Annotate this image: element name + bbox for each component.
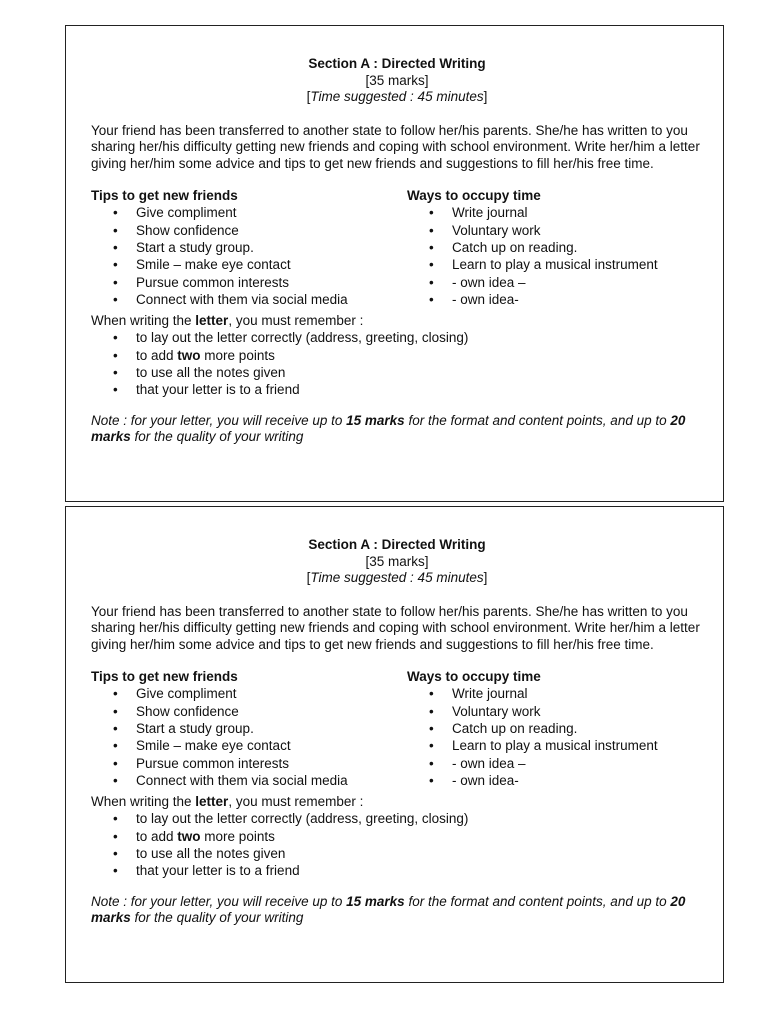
remember-intro-text-end: , you must remember : — [228, 312, 364, 328]
remember-intro — [91, 794, 703, 811]
list-item: • Give compliment — [91, 685, 348, 702]
ways-list — [407, 685, 658, 789]
remember-item-text-end: more points — [200, 828, 275, 844]
remember-block — [91, 313, 703, 399]
tips-list — [91, 204, 348, 308]
marking-note — [91, 894, 703, 927]
note-text: Note : for your letter, you will receive up to — [91, 893, 347, 909]
ways-heading: Ways to occupy time — [407, 187, 541, 203]
remember-item-text: to add — [136, 347, 178, 363]
note-bold: 15 marks — [346, 412, 405, 428]
tips-heading: Tips to get new friends — [91, 187, 238, 203]
question-card — [65, 25, 724, 502]
remember-intro-bold: letter — [195, 793, 229, 809]
ways-column — [407, 188, 658, 309]
list-item: • Learn to play a musical instrument — [407, 256, 658, 273]
notes-columns — [91, 187, 703, 308]
list-item: • Learn to play a musical instrument — [407, 737, 658, 754]
remember-item-text-end: more points — [200, 347, 275, 363]
tips-heading: Tips to get new friends — [91, 668, 238, 684]
list-item: • Start a study group. — [91, 720, 348, 737]
list-item: • to use all the notes given — [91, 845, 703, 862]
list-item: • - own idea- — [407, 291, 658, 308]
remember-item-bold: two — [177, 828, 201, 844]
time-text: Time suggested : 45 minutes — [310, 89, 484, 105]
ways-list — [407, 204, 658, 308]
list-item: • that your letter is to a friend — [91, 862, 703, 879]
remember-block — [91, 794, 703, 880]
question-card — [65, 506, 724, 983]
list-item — [91, 347, 703, 364]
section-title: Section A : Directed Writing — [308, 56, 486, 71]
list-item: • that your letter is to a friend — [91, 381, 703, 398]
section-header — [91, 56, 703, 106]
remember-intro-bold: letter — [195, 312, 229, 328]
time-bracket-close: ] — [483, 89, 488, 105]
list-item: • Connect with them via social media — [91, 291, 348, 308]
section-marks: [35 marks] — [365, 72, 429, 88]
list-item: • to use all the notes given — [91, 364, 703, 381]
list-item — [91, 828, 703, 845]
tips-column — [91, 188, 348, 309]
note-text: for the format and content points, and up to — [404, 893, 671, 909]
note-bold: 20 marks — [91, 893, 686, 926]
tips-column — [91, 669, 348, 790]
list-item: • Start a study group. — [91, 239, 348, 256]
task-prompt: Your friend has been transferred to another state to follow her/his parents. She/he has written to you sharing her/his difficulty getting new friends and coping with school environment. Write her/him a letter giving her/him some advice and tips to get new friends and suggestions to fill her/his free time. — [91, 122, 700, 171]
list-item: • Pursue common interests — [91, 274, 348, 291]
list-item: • to lay out the letter correctly (address, greeting, closing) — [91, 329, 703, 346]
remember-list — [91, 810, 703, 880]
list-item: • Give compliment — [91, 204, 348, 221]
section-header — [91, 537, 703, 587]
question-content — [91, 537, 703, 927]
remember-list — [91, 329, 703, 399]
list-item: • Voluntary work — [407, 222, 658, 239]
list-item: • Pursue common interests — [91, 755, 348, 772]
time-bracket-open: [ — [306, 89, 311, 105]
time-suggested — [91, 89, 703, 106]
remember-intro-text: When writing the — [91, 312, 196, 328]
note-text: Note : for your letter, you will receive up to — [91, 412, 347, 428]
time-text: Time suggested : 45 minutes — [310, 570, 484, 586]
note-bold: 15 marks — [346, 893, 405, 909]
list-item: • - own idea- — [407, 772, 658, 789]
question-content — [91, 56, 703, 446]
remember-item-text: to add — [136, 828, 178, 844]
remember-intro — [91, 313, 703, 330]
list-item: • Write journal — [407, 204, 658, 221]
list-item: • Voluntary work — [407, 703, 658, 720]
tips-list — [91, 685, 348, 789]
list-item: • Write journal — [407, 685, 658, 702]
time-suggested — [91, 570, 703, 587]
section-title: Section A : Directed Writing — [308, 537, 486, 552]
note-text: for the format and content points, and up to — [404, 412, 671, 428]
task-prompt: Your friend has been transferred to another state to follow her/his parents. She/he has written to you sharing her/his difficulty getting new friends and coping with school environment. Write her/him a letter giving her/him some advice and tips to get new friends and suggestions to fill her/his free time. — [91, 603, 700, 652]
note-bold: 20 marks — [91, 412, 686, 445]
remember-intro-text-end: , you must remember : — [228, 793, 364, 809]
list-item: • Show confidence — [91, 703, 348, 720]
marking-note — [91, 413, 703, 446]
list-item: • to lay out the letter correctly (address, greeting, closing) — [91, 810, 703, 827]
ways-heading: Ways to occupy time — [407, 668, 541, 684]
time-bracket-close: ] — [483, 570, 488, 586]
list-item: • - own idea – — [407, 755, 658, 772]
list-item: • Show confidence — [91, 222, 348, 239]
ways-column — [407, 669, 658, 790]
list-item: • Smile – make eye contact — [91, 737, 348, 754]
list-item: • Catch up on reading. — [407, 239, 658, 256]
notes-columns — [91, 668, 703, 789]
time-bracket-open: [ — [306, 570, 311, 586]
note-text: for the quality of your writing — [130, 429, 304, 445]
remember-intro-text: When writing the — [91, 793, 196, 809]
list-item: • - own idea – — [407, 274, 658, 291]
remember-item-bold: two — [177, 347, 201, 363]
list-item: • Connect with them via social media — [91, 772, 348, 789]
list-item: • Smile – make eye contact — [91, 256, 348, 273]
note-text: for the quality of your writing — [130, 910, 304, 926]
list-item: • Catch up on reading. — [407, 720, 658, 737]
section-marks: [35 marks] — [365, 553, 429, 569]
